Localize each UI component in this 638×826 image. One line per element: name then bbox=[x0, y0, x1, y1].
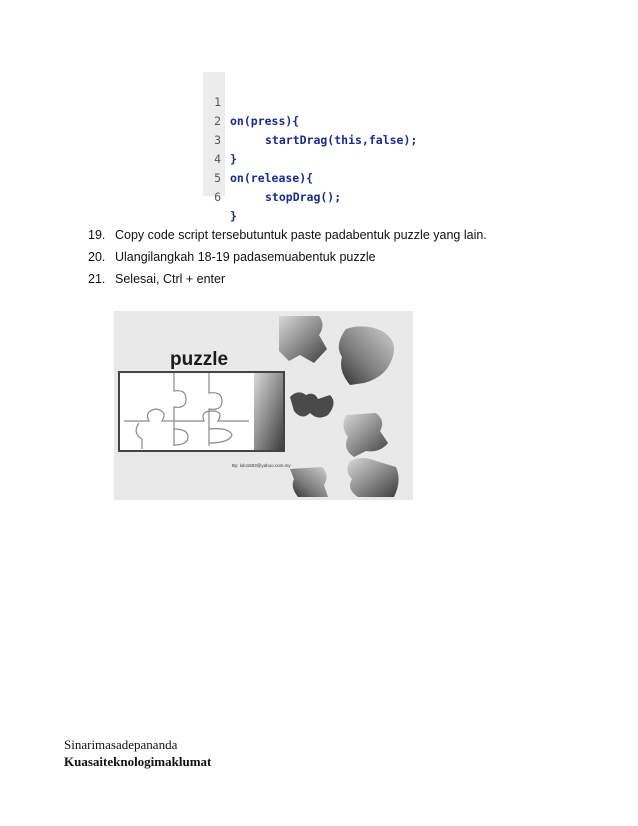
code-line-1 bbox=[203, 74, 300, 128]
screenshot-title: puzzle bbox=[170, 349, 229, 370]
puzzle-piece bbox=[290, 467, 328, 497]
code-text: on(release){ bbox=[230, 171, 314, 185]
puzzle-piece bbox=[347, 458, 398, 497]
step-19 bbox=[88, 227, 487, 243]
step-20 bbox=[88, 249, 376, 265]
code-line-3 bbox=[203, 112, 237, 166]
code-line-4 bbox=[203, 131, 314, 185]
code-line-6 bbox=[203, 169, 237, 223]
footer-tagline: Kuasaiteknologimaklumat bbox=[64, 754, 212, 769]
step-number: 21. bbox=[88, 272, 106, 286]
puzzle-screenshot bbox=[114, 311, 413, 500]
line-number: 3 bbox=[214, 133, 221, 147]
footer-motto: Sinarimasadepananda bbox=[64, 737, 178, 752]
puzzle-piece bbox=[343, 413, 388, 457]
step-text: Selesai, Ctrl + enter bbox=[115, 272, 226, 286]
photo-fragment bbox=[254, 373, 283, 450]
step-text: Copy code script tersebutuntuk paste padabentuk puzzle yang lain. bbox=[115, 228, 487, 242]
puzzle-illustration bbox=[114, 311, 413, 500]
loose-puzzle-pieces bbox=[279, 316, 399, 497]
code-text: stopDrag(); bbox=[265, 190, 342, 204]
puzzle-piece bbox=[339, 326, 394, 385]
puzzle-piece bbox=[290, 392, 334, 417]
screenshot-credit: By: lolo1503@yahoo.com.my bbox=[232, 463, 291, 468]
line-number: 6 bbox=[214, 190, 221, 204]
step-21 bbox=[88, 271, 225, 287]
step-number: 19. bbox=[88, 228, 106, 242]
code-snippet bbox=[203, 72, 462, 223]
line-number: 4 bbox=[214, 152, 221, 166]
line-number: 2 bbox=[214, 114, 221, 128]
puzzle-piece bbox=[279, 316, 327, 363]
code-text: on(press){ bbox=[230, 114, 300, 128]
code-text: } bbox=[230, 152, 237, 166]
code-text: startDrag(this,false); bbox=[265, 133, 418, 147]
line-number: 1 bbox=[214, 95, 221, 109]
step-number: 20. bbox=[88, 250, 106, 264]
line-number: 5 bbox=[214, 171, 221, 185]
step-text: Ulangilangkah 18-19 padasemuabentuk puzzle bbox=[115, 250, 376, 264]
code-text: } bbox=[230, 209, 237, 223]
